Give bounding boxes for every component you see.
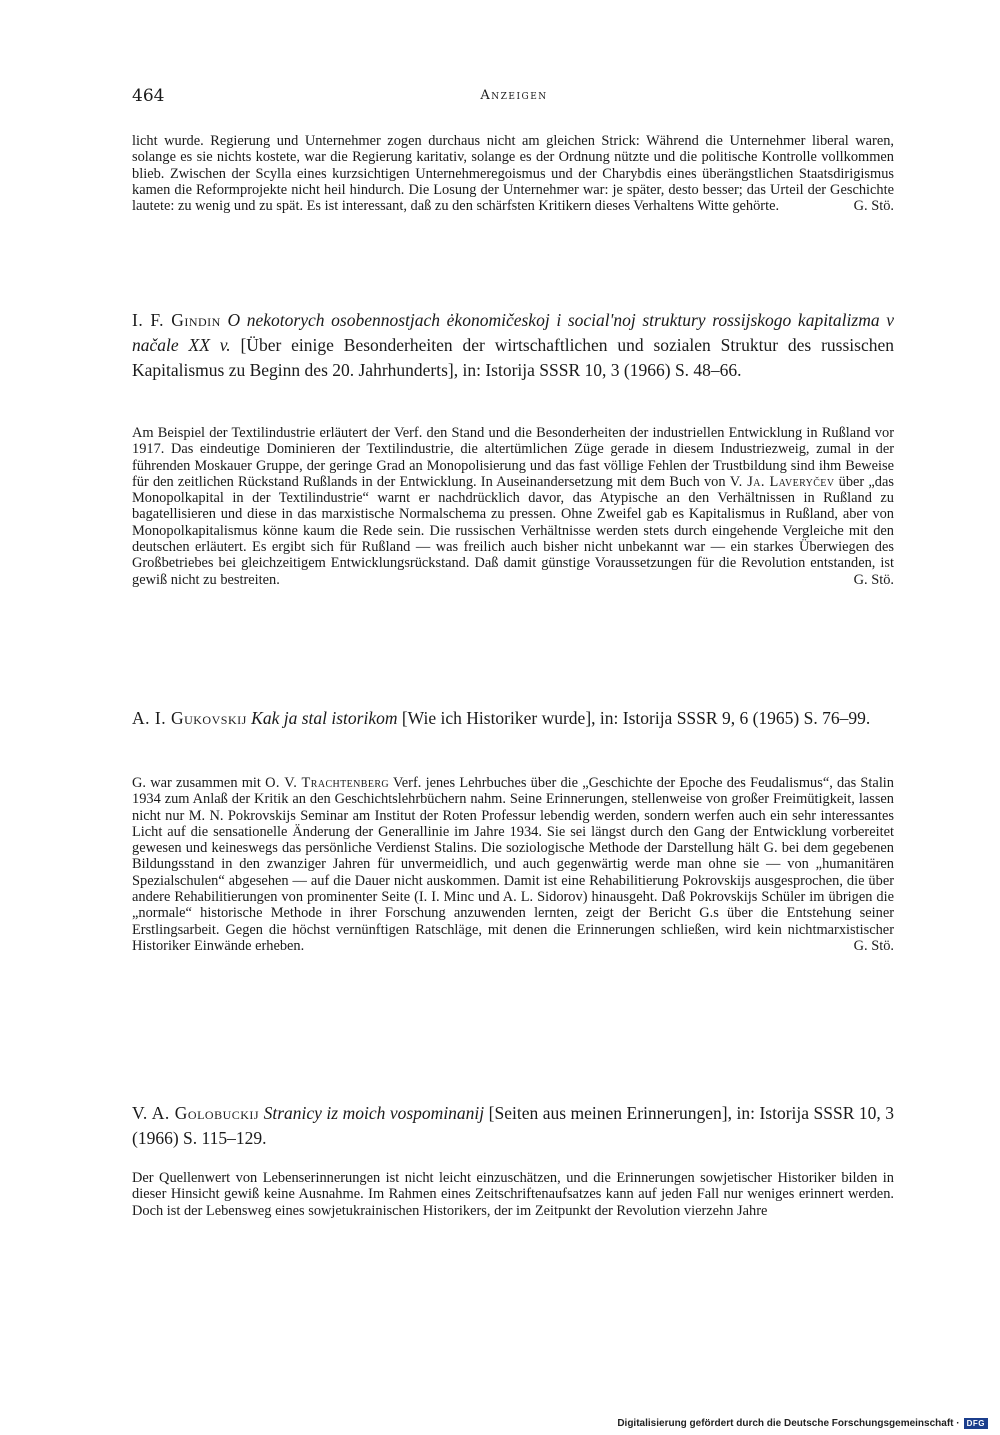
entry-title-golobuckij: [132, 1101, 894, 1151]
entry-title-gindin: [132, 308, 894, 383]
page-header: [132, 86, 896, 110]
signature: G. Stö.: [853, 571, 894, 588]
dfg-logo-icon: DFG: [964, 1418, 988, 1429]
entry-author: I. F. Gindin: [132, 310, 221, 330]
entry-title-russian: Kak ja stal istorikom: [251, 708, 398, 728]
signature: G. Stö.: [853, 937, 894, 954]
signature: G. Stö.: [853, 198, 894, 215]
continuation-text: licht wurde. Regierung und Unternehmer zogen durchaus nicht am gleichen Strick: Während die Unternehmer liberal waren, solange es sie nichts kostete, war die Regierung karitativ, solange es der Ordnung nützte und die politische Kontrolle vollkommen blieb. Zwischen der Scylla eines kurzsichtigen Unternehmeregoismus und der Charybdis eines überängstlichen Staatsdirigismus kamen die Reformprojekte nicht heil hindurch. Die Losung der Unternehmer war: je später, desto besser; das Urteil der Geschichte lautete: zu wenig und zu spät. Es ist interessant, daß zu den schärfsten Kritikern dieses Verhaltens Witte gehörte.: [132, 133, 894, 215]
entry-text: Verf. jenes Lehrbuches über die „Geschichte der Epoche des Feudalismus“, das Stalin 1934 zum Anlaß der Kritik an den Geschichtslehrbüchern nahm. Seine Erinnerungen, stellenweise von großer Freimütigkeit, lassen nicht nur M. N. Pokrovskijs Seminar am Institut der Roten Professur lebendig werden, sondern werfen auch ein sehr interessantes Licht auf die sensationelle Änderung der Generallinie im Jahre 1934. Sie sei längst durch den Gang der Entwicklung vorbereitet gewesen und keineswegs das persönliche Verdienst Stalins. Die soziologische Methode der Darstellung hält G. bei dem gegebenen Bildungsstand in den zwanziger Jahren für unvermeidlich, und auch gegenwärtig werde man ohne sie — von „humanitären Spezialschulen“ abgesehen — auf die Dauer nicht auskommen. Damit ist eine Rehabilitierung Pokrovskijs ausgesprochen, die über andere Rehabilitierungen von prominenter Seite (I. I. Minc und A. L. Sidorov) hinausgeht. Daß Pokrovskijs Schüler im übrigen die „normale“ historische Methode in ihrer Forschung anzuwenden lernten, zeigt der Bericht G.s über die Entstehung seiner Erstlingsarbeit. Gegen die höchst vernünftigen Ratschläge, mit denen die Erinnerungen schließen, wird kein nichtmarxistischer Historiker Einwände erheben.: [132, 775, 895, 954]
entry-citation: [Seiten aus meinen Erinnerungen], in: Istorija SSSR 10, 3 (1966) S. 115–129.: [132, 1103, 895, 1148]
footer-text: Digitalisierung gefördert durch die Deutsche Forschungsgemeinschaft ·: [617, 1418, 960, 1429]
entry-title-gukovskij: [132, 706, 894, 731]
entry-title-russian: O nekotorych osobennostjach ėkonomičeskoj i social'noj struktury rossijskogo kapitalizma v načale XX v.: [132, 310, 895, 355]
entry-text: über „das Monopolkapital in der Textilindustrie“ warnt er nachdrücklich davor, das Atypische an den Verhältnissen in Rußland zu bagatellisieren und diese in das marxistische Normalschema zu pressen. Ohne Zweifel gab es Kapitalismus in Rußland, aber von Monopolkapitalismus könne kaum die Rede sein. Die russischen Verhältnisse werden stets durch eingehende Vergleiche mit den deutschen erläutert. Es ergibt sich für Rußland — was freilich auch bisher nicht unbekannt war — ein starkes Überwiegen des Großbetriebes bei gleichzeitigem Entwicklungsrückstand. Daß damit günstige Voraussetzungen für die Revolution entstanden, ist gewiß nicht zu bestreiten.: [132, 473, 894, 588]
entry-citation: [Über einige Besonderheiten der wirtschaftlichen und sozialen Struktur des russischen Kapitalismus zu Beginn des 20. Jahrhunderts], in: Istorija SSSR 10, 3 (1966) S. 48–66.: [132, 335, 894, 380]
entry-text: G. war zusammen mit: [132, 775, 261, 791]
entry-body-gindin: [132, 425, 894, 588]
entry-body-gukovskij: [132, 775, 894, 954]
running-title: Anzeigen: [480, 88, 548, 103]
digitization-footer: [617, 1418, 988, 1429]
page-number: 464: [132, 86, 165, 106]
entry-body-golobuckij: [132, 1170, 894, 1219]
entry-citation: [Wie ich Historiker wurde], in: Istorija SSSR 9, 6 (1965) S. 76–99.: [401, 708, 871, 728]
entry-title-russian: Stranicy iz moich vospominanij: [263, 1103, 485, 1123]
entry-text: Am Beispiel der Textilindustrie erläutert der Verf. den Stand und die Besonderheiten der industriellen Entwicklung in Rußland vor 1917. Das eindeutige Dominieren der Textilindustrie, die altertümlichen Züge gerade in diesem Industriezweig, zumal in der führenden Moskauer Gruppe, der geringe Grad an Monopolisierung und das fast völlige Fehlen der Trustbildung sind ihm Beweise für den zeitlichen Rückstand Rußlands in der Entwicklung. In Auseinandersetzung mit dem Buch von: [132, 425, 894, 490]
person-name: V. Ja. Laveryčev: [729, 473, 835, 490]
entry-author: V. A. Golobuckij: [132, 1103, 260, 1123]
person-name: O. V. Trachtenberg: [265, 775, 390, 791]
entry-author: A. I. Gukovskij: [132, 708, 247, 728]
entry-text: Der Quellenwert von Lebenserinnerungen ist nicht leicht einzuschätzen, und die Erinnerungen sowjetischer Historiker bilden in dieser Hinsicht gewiß keine Ausnahme. Im Rahmen eines Zeitschriftenaufsatzes kann auf jeden Fall nur weniges erinnert werden. Doch ist der Lebensweg eines sowjetukrainischen Historikers, der im Zeitpunkt der Revolution vierzehn Jahre: [132, 1170, 894, 1219]
continuation-paragraph: [132, 133, 894, 214]
